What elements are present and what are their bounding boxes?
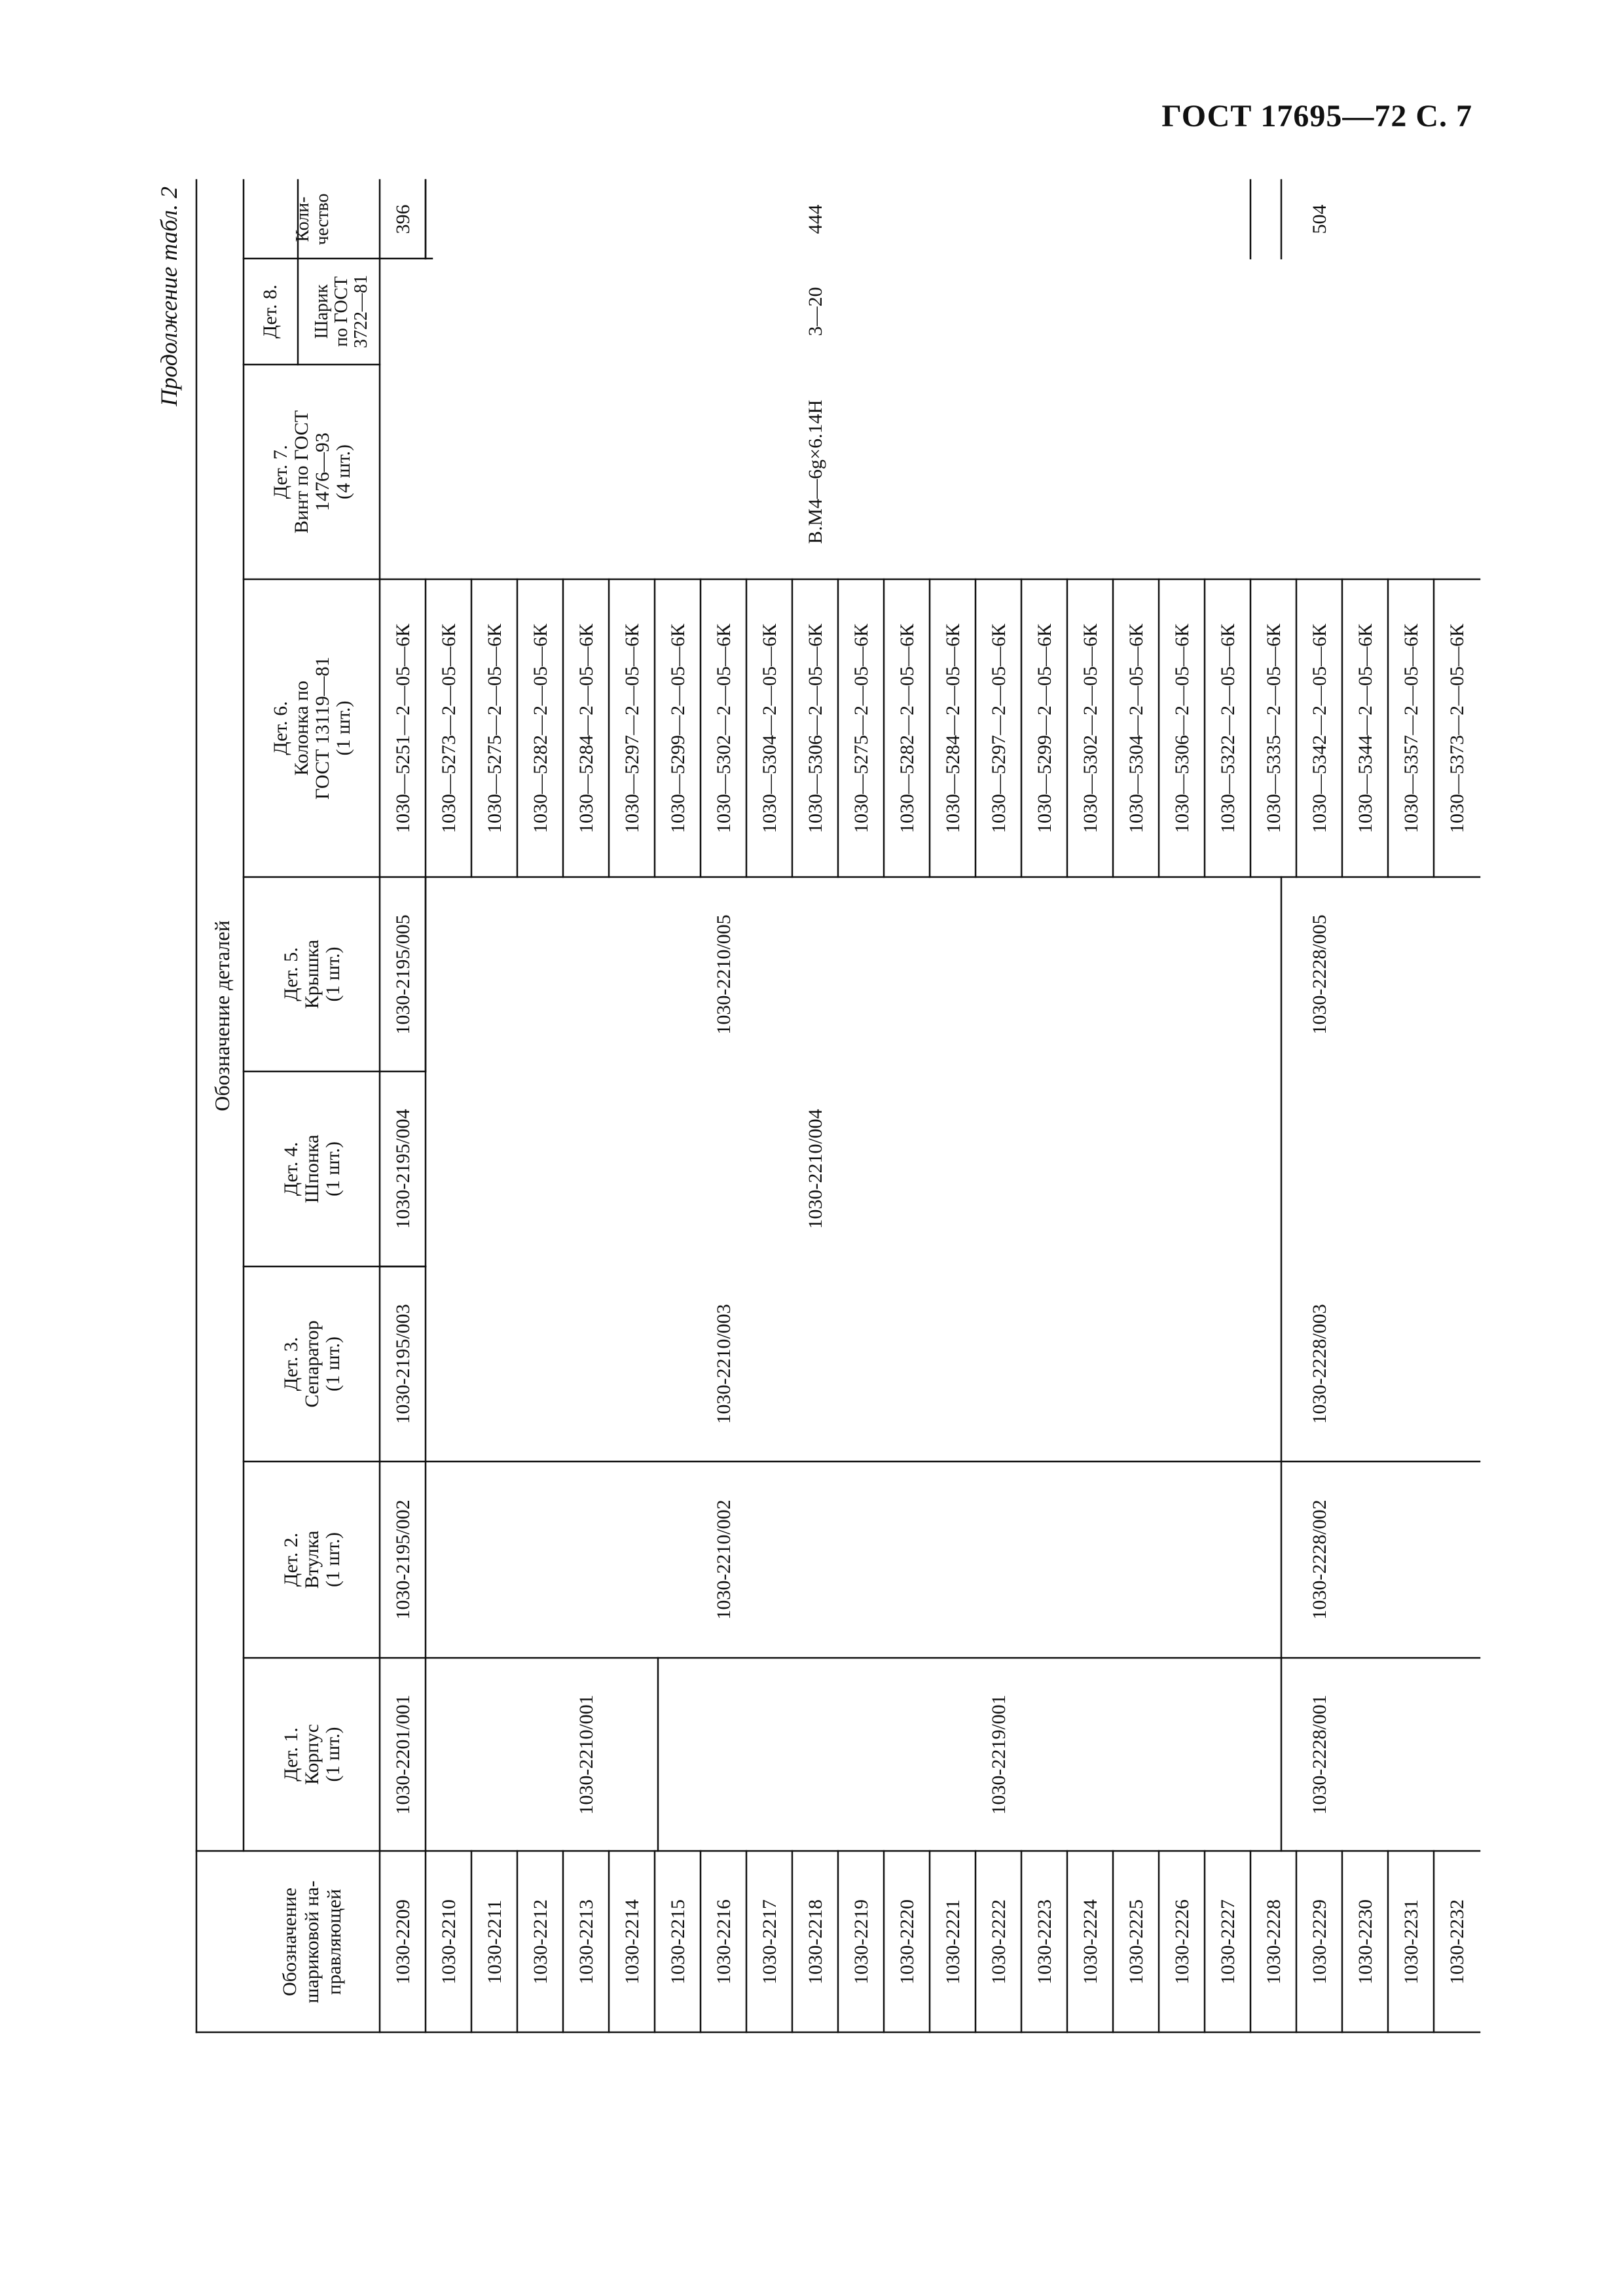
det5-value: 1030-2228/005 <box>1309 914 1330 1035</box>
det1-header: Дет. 1. <box>280 1727 302 1782</box>
designation-header-line: Обозначение <box>279 1888 301 1996</box>
row-designation: 1030-2210 <box>438 1899 460 1984</box>
det6-value: 1030—5344—2—05—6К <box>1355 623 1376 834</box>
det3-value: 1030-2228/003 <box>1309 1304 1330 1424</box>
det6-value: 1030—5373—2—05—6К <box>1446 623 1468 834</box>
det3-header: Сепаратор <box>301 1320 323 1408</box>
det6-value: 1030—5299—2—05—6К <box>1034 623 1055 834</box>
row-designation: 1030-2222 <box>988 1899 1010 1984</box>
det1-value: 1030-2210/001 <box>575 1695 597 1815</box>
det6-value: 1030—5322—2—05—6К <box>1217 623 1239 834</box>
det6-header: Дет. 6. <box>270 701 291 755</box>
row-designation: 1030-2221 <box>942 1899 964 1984</box>
det5-value: 1030-2210/005 <box>713 914 735 1035</box>
det5-header: Крышка <box>301 939 323 1009</box>
det8-ball-header: 3722—81 <box>351 275 371 348</box>
row-designation: 1030-2227 <box>1217 1899 1239 1984</box>
row-designation: 1030-2230 <box>1355 1899 1376 1984</box>
designation-header-line: правляющей <box>323 1889 345 1995</box>
det6-value: 1030—5302—2—05—6К <box>1080 623 1101 834</box>
det7-header: Винт по ГОСТ <box>291 410 312 534</box>
det6-value: 1030—5302—2—05—6К <box>713 623 735 834</box>
row-designation: 1030-2220 <box>896 1899 918 1984</box>
det7-header: 1476—93 <box>312 433 333 511</box>
row-designation: 1030-2223 <box>1034 1899 1055 1984</box>
row-designation: 1030-2217 <box>759 1899 780 1984</box>
row-designation: 1030-2214 <box>621 1899 643 1984</box>
page-header: ГОСТ 17695—72 С. 7 <box>1161 99 1472 134</box>
group-header: Обозначение деталей <box>210 920 234 1111</box>
det6-value: 1030—5282—2—05—6К <box>896 623 918 834</box>
designation-header-line: шариковой на- <box>301 1880 323 2003</box>
det3-value: 1030-2195/003 <box>392 1304 414 1424</box>
det6-header: Колонка по <box>291 680 312 776</box>
det6-value: 1030—5284—2—05—6К <box>575 623 597 834</box>
det1-header: (1 шт.) <box>322 1727 344 1782</box>
det2-value: 1030-2210/002 <box>713 1499 735 1620</box>
det3-header: Дет. 3. <box>280 1336 302 1391</box>
det1-value: 1030-2219/001 <box>988 1695 1010 1815</box>
row-designation: 1030-2219 <box>850 1899 872 1984</box>
row-designation: 1030-2228 <box>1263 1899 1285 1984</box>
det2-header: (1 шт.) <box>322 1532 344 1587</box>
row-designation: 1030-2232 <box>1446 1899 1468 1984</box>
det2-value: 1030-2228/002 <box>1309 1499 1330 1620</box>
det8-qty-header: чество <box>312 193 333 245</box>
det5-header: Дет. 5. <box>280 947 302 1001</box>
det7-value: В.М4—6g×6.14Н <box>805 399 826 545</box>
det6-value: 1030—5284—2—05—6К <box>942 623 964 834</box>
det6-value: 1030—5297—2—05—6К <box>621 623 643 834</box>
det7-header: (4 шт.) <box>333 444 354 499</box>
det6-value: 1030—5304—2—05—6К <box>759 623 780 834</box>
det3-header: (1 шт.) <box>322 1336 344 1391</box>
det6-value: 1030—5251—2—05—6К <box>392 623 414 834</box>
det8-ball-value: 3—20 <box>805 287 826 336</box>
row-designation: 1030-2213 <box>575 1899 597 1984</box>
det3-value: 1030-2210/003 <box>713 1304 735 1424</box>
row-designation: 1030-2212 <box>530 1899 551 1984</box>
det6-value: 1030—5335—2—05—6К <box>1263 623 1285 834</box>
row-designation: 1030-2224 <box>1080 1899 1101 1984</box>
det4-header: Шпонка <box>301 1134 323 1204</box>
row-designation: 1030-2215 <box>667 1899 689 1984</box>
det6-value: 1030—5273—2—05—6К <box>438 623 460 834</box>
det8-qty-value: 444 <box>805 204 826 234</box>
det6-value: 1030—5275—2—05—6К <box>484 623 505 834</box>
det8-qty-value: 504 <box>1309 204 1330 234</box>
det2-header: Дет. 2. <box>280 1532 302 1587</box>
det6-value: 1030—5304—2—05—6К <box>1125 623 1147 834</box>
det7-header: Дет. 7. <box>270 444 291 499</box>
continuation-label: Продолжение табл. 2 <box>156 187 182 406</box>
det6-value: 1030—5282—2—05—6К <box>530 623 551 834</box>
det8-qty-value: 396 <box>392 204 414 234</box>
row-designation: 1030-2209 <box>392 1899 414 1984</box>
det6-value: 1030—5306—2—05—6К <box>1171 623 1193 834</box>
det6-value: 1030—5275—2—05—6К <box>850 623 872 834</box>
det4-header: Дет. 4. <box>280 1141 302 1196</box>
det2-value: 1030-2195/002 <box>392 1499 414 1620</box>
det8-ball-header: Шарик <box>312 284 332 339</box>
designation-header <box>279 1880 345 2003</box>
row-designation: 1030-2231 <box>1400 1899 1422 1984</box>
det2-header: Втулка <box>301 1530 323 1589</box>
det6-value: 1030—5306—2—05—6К <box>805 623 826 834</box>
det5-value: 1030-2195/005 <box>392 914 414 1035</box>
det5-header: (1 шт.) <box>322 946 344 1002</box>
det6-value: 1030—5342—2—05—6К <box>1309 623 1330 834</box>
row-designation: 1030-2226 <box>1171 1899 1193 1984</box>
row-designation: 1030-2229 <box>1309 1899 1330 1984</box>
det4-header: (1 шт.) <box>322 1141 344 1196</box>
det4-value: 1030-2210/004 <box>805 1109 826 1229</box>
row-designation: 1030-2218 <box>805 1899 826 1984</box>
det1-value: 1030-2201/001 <box>392 1695 414 1815</box>
det8-qty-header: Коли- <box>293 196 313 242</box>
row-designation: 1030-2211 <box>484 1899 505 1984</box>
det8-header: Дет. 8. <box>259 284 281 339</box>
det6-header: (1 шт.) <box>333 700 354 756</box>
row-designation: 1030-2216 <box>713 1899 735 1984</box>
det8-ball-header: по ГОСТ <box>331 276 352 347</box>
det6-value: 1030—5297—2—05—6К <box>988 623 1010 834</box>
det4-value: 1030-2195/004 <box>392 1109 414 1229</box>
det6-value: 1030—5299—2—05—6К <box>667 623 689 834</box>
row-designation: 1030-2225 <box>1125 1899 1147 1984</box>
det6-value: 1030—5357—2—05—6К <box>1400 623 1422 834</box>
det1-value: 1030-2228/001 <box>1309 1695 1330 1815</box>
det6-header: ГОСТ 13119—81 <box>312 656 333 800</box>
det1-header: Корпус <box>301 1724 323 1785</box>
